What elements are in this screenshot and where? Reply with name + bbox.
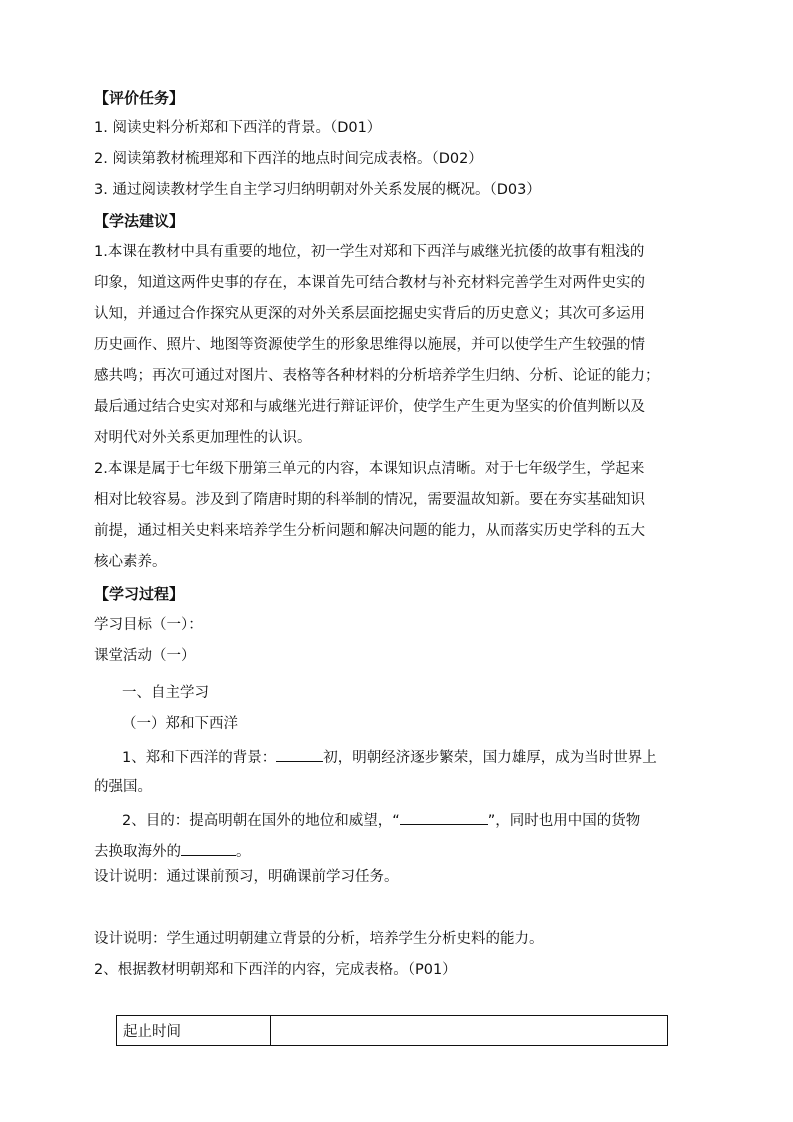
question-2-cont [94, 840, 683, 862]
question-2 [122, 809, 683, 831]
question-3: 2、根据教材明朝郑和下西洋的内容，完成表格。（P01） [94, 962, 457, 978]
process-heading: 【学习过程】 [94, 585, 185, 603]
suggestion-line: 1.本课在教材中具有重要的地位，初一学生对郑和下西洋与戚继光抗倭的故事有粗浅的 [94, 244, 645, 260]
suggestion-line: 认知，并通过合作探究从更深的对外关系层面挖掘史实背后的历史意义；其次可多运用 [94, 306, 645, 322]
section-self-study: 一、自主学习 [122, 685, 209, 701]
question-2-mid: ”，同时也用中国的货物 [487, 813, 641, 829]
suggestion-line: 前提，通过相关史料来培养学生分析问题和解决问题的能力，从而落实历史学科的五大 [94, 523, 645, 539]
design-note-1: 设计说明：通过课前预习，明确课前学习任务。 [94, 869, 399, 885]
evaluation-item-2: 2. 阅读第教材梳理郑和下西洋的地点时间完成表格。（D02） [94, 151, 483, 167]
evaluation-item-1: 1. 阅读史料分析郑和下西洋的背景。（D01） [94, 120, 382, 136]
question-1 [122, 746, 683, 768]
question-1-cont: 的强国。 [94, 779, 152, 795]
table-cell-label: 起止时间 [117, 1016, 271, 1046]
evaluation-heading: 【评价任务】 [94, 89, 185, 107]
subsection-zhenghe: （一）郑和下西洋 [122, 716, 238, 732]
suggestion-line: 相对比较容易。涉及到了隋唐时期的科举制的情况，需要温故知新。要在夯实基础知识 [94, 492, 645, 508]
table-row [117, 1016, 668, 1046]
design-note-2: 设计说明：学生通过明朝建立背景的分析，培养学生分析史料的能力。 [94, 931, 544, 947]
question-1-mid: 初，明朝经济逐步繁荣，国力雄厚，成为当时世界上 [323, 750, 657, 766]
table-cell-answer[interactable] [271, 1016, 668, 1046]
answer-blank-2[interactable] [400, 809, 488, 825]
learning-goal: 学习目标（一）： [94, 617, 203, 633]
question-2-cont-suffix: 。 [236, 844, 251, 860]
suggestion-line: 2.本课是属于七年级下册第三单元的内容，本课知识点清晰。对于七年级学生，学起来 [94, 461, 645, 477]
suggestion-line: 印象，知道这两件史事的存在，本课首先可结合教材与补充材料完善学生对两件史实的 [94, 275, 645, 291]
suggestion-line: 最后通过结合史实对郑和与戚继光进行辩证评价，使学生产生更为坚实的价值判断以及 [94, 399, 645, 415]
suggestion-line: 历史画作、照片、地图等资源使学生的形象思维得以施展，并可以使学生产生较强的情 [94, 337, 645, 353]
evaluation-item-3: 3. 通过阅读教材学生自主学习归纳明朝对外关系发展的概况。（D03） [94, 182, 541, 198]
answer-blank-3[interactable] [181, 840, 236, 856]
question-2-prefix: 2、目的：提高明朝在国外的地位和威望，“ [122, 813, 400, 829]
suggestions-heading: 【学法建议】 [94, 212, 185, 230]
suggestion-line: 核心素养。 [94, 554, 167, 570]
question-1-prefix: 1、郑和下西洋的背景： [122, 750, 277, 766]
answer-blank-1[interactable] [276, 746, 323, 762]
suggestion-line: 感共鸣；再次可通过对图片、表格等各种材料的分析培养学生归纳、分析、论证的能力； [94, 368, 660, 384]
suggestion-line: 对明代对外关系更加理性的认识。 [94, 430, 312, 446]
classroom-activity: 课堂活动（一） [94, 648, 196, 664]
voyage-table [116, 1015, 668, 1046]
question-2-cont-prefix: 去换取海外的 [94, 844, 181, 860]
